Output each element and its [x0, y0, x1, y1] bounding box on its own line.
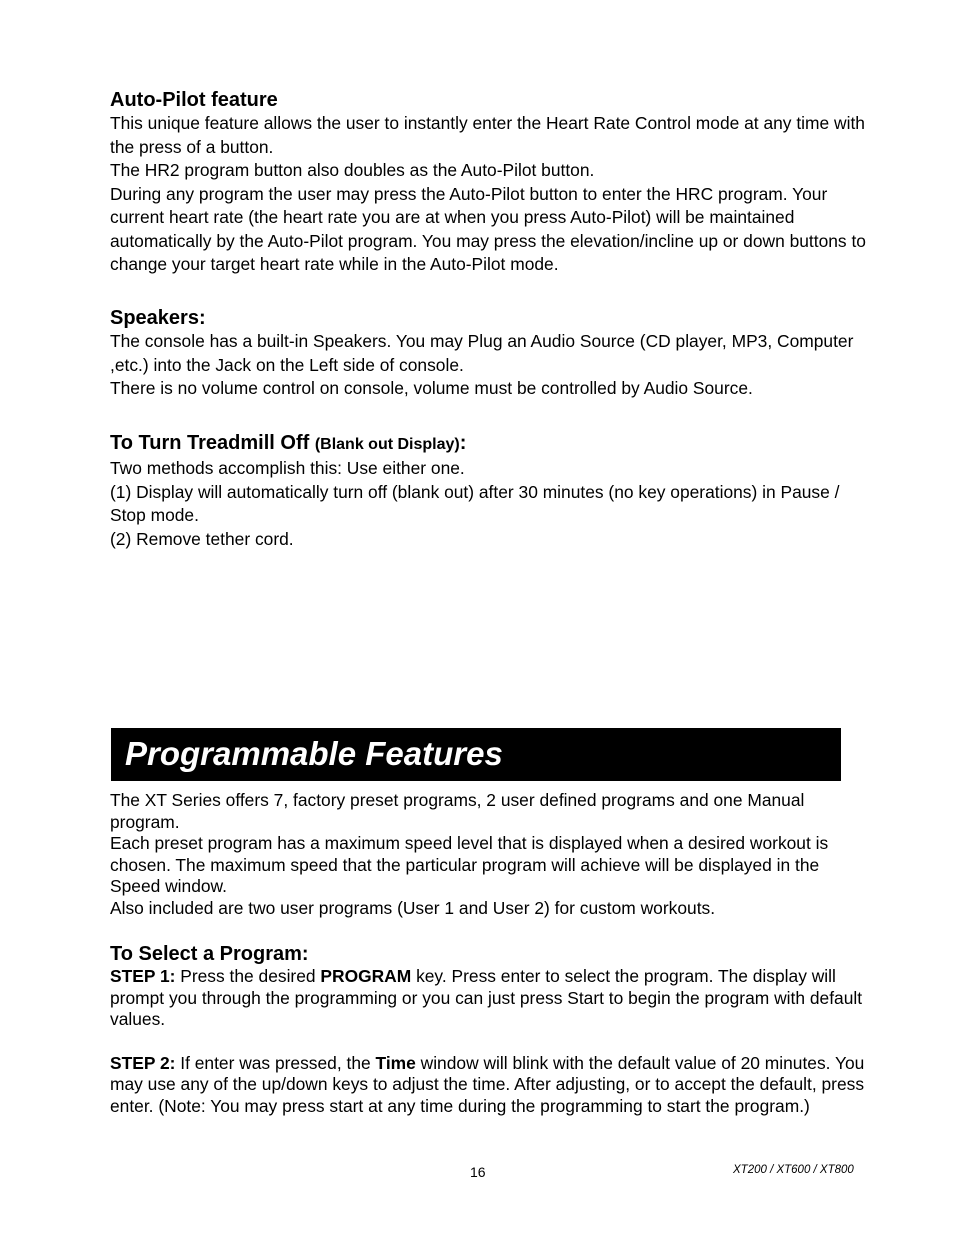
programmable-intro	[110, 790, 870, 919]
turnoff-line-1: Two methods accomplish this: Use either one.	[110, 458, 465, 478]
autopilot-heading: Auto-Pilot feature	[110, 89, 278, 111]
speakers-heading: Speakers:	[110, 307, 206, 329]
step2-bold: Time	[375, 1052, 416, 1073]
step-spacer	[110, 1031, 870, 1053]
section-banner	[111, 728, 841, 781]
select-section	[110, 942, 870, 1117]
step2-label: STEP 2:	[110, 1052, 176, 1073]
step1-label: STEP 1:	[110, 966, 176, 986]
banner-title: Programmable Features	[125, 735, 503, 772]
turnoff-section	[110, 431, 870, 551]
turnoff-line-3: (2) Remove tether cord.	[110, 528, 294, 549]
autopilot-section	[110, 88, 870, 277]
select-heading: To Select a Program:	[110, 943, 309, 965]
autopilot-line-3: During any program the user may press the Auto-Pilot button to enter the HRC program. Your current heart rate (the heart rate you are at when you press Auto-Pilot) will be maintained automatically by the Auto-Pilot program. You may press the elevation/incline up or down buttons to change your target heart rate while in the Auto-Pilot mode.	[110, 183, 866, 274]
autopilot-line-1: This unique feature allows the user to instantly enter the Heart Rate Control mode at any time with the press of a button.	[110, 113, 865, 157]
programmable-line-1: The XT Series offers 7, factory preset programs, 2 user defined programs and one Manual program.	[110, 790, 805, 832]
step2-text-a: If enter was pressed, the	[175, 1052, 376, 1073]
step2-text-b: window will blink with the default value of 20 minutes. You may use any of the up/down keys to adjust the time. After adjusting, or to accept the default, press enter. (Note: You may press start at any time during the programming to start the program.)	[110, 1052, 865, 1116]
turnoff-line-2: (1) Display will automatically turn off (blank out) after 30 minutes (no key operations) in Pause / Stop mode.	[110, 481, 840, 525]
model-label: XT200 / XT600 / XT800	[733, 1164, 854, 1176]
speakers-section	[110, 306, 870, 401]
speakers-line-2: There is no volume control on console, volume must be controlled by Audio Source.	[110, 378, 753, 398]
programmable-line-3: Also included are two user programs (User 1 and User 2) for custom workouts.	[110, 897, 716, 918]
programmable-line-2: Each preset program has a maximum speed level that is displayed when a desired workout is chosen. The maximum speed that the particular program will achieve will be displayed in the Speed window.	[110, 833, 829, 896]
autopilot-line-2: The HR2 program button also doubles as the Auto-Pilot button.	[110, 160, 595, 180]
turnoff-heading-small: (Blank out Display)	[314, 436, 460, 453]
turnoff-heading-colon: :	[459, 432, 467, 454]
turnoff-heading-main: To Turn Treadmill Off	[110, 432, 315, 454]
page-number: 16	[470, 1164, 486, 1180]
step2-paragraph	[110, 1053, 870, 1118]
turnoff-heading	[110, 431, 870, 457]
speakers-line-1: The console has a built-in Speakers. You may Plug an Audio Source (CD player, MP3, Computer ,etc.) into the Jack on the Left side of console.	[110, 331, 854, 375]
step1-text-b: key. Press enter to select the program. The display will prompt you through the programming or you can just press Start to begin the program with default values.	[110, 966, 863, 1029]
step1-bold: PROGRAM	[320, 966, 412, 986]
step1-text-a: Press the desired	[175, 966, 321, 986]
step1-paragraph	[110, 966, 870, 1031]
